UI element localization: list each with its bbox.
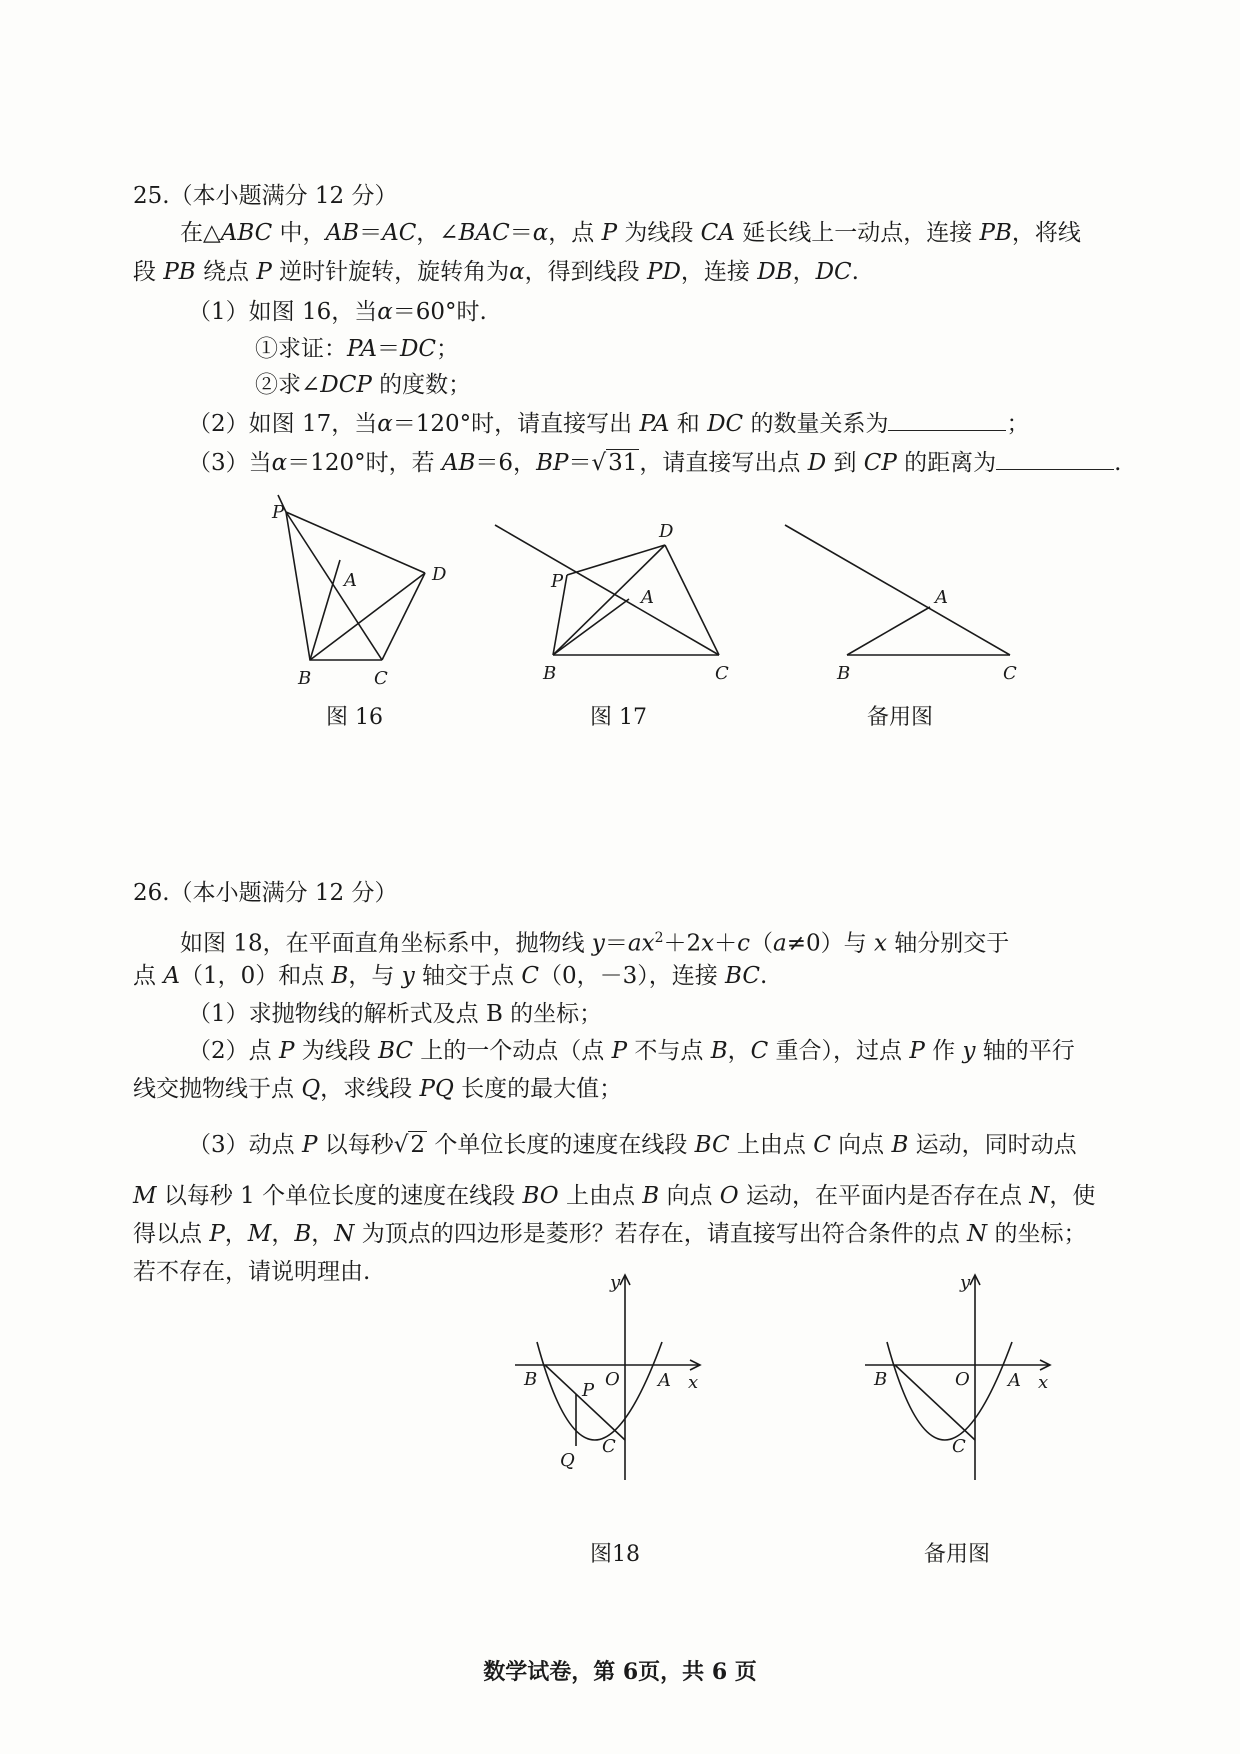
fig16-line-pd	[286, 512, 425, 573]
fig17-label-b: B	[543, 663, 557, 684]
fig16-line-ba	[310, 560, 340, 660]
q26-part3: （3）动点 P 以每秒√2 个单位长度的速度在线段 BC 上由点 C 向点 B 运动，同时动点	[188, 1129, 1077, 1161]
q26-header: 26.（本小题满分 12 分）	[133, 880, 398, 906]
q25-part1: （1）如图 16，当α＝60°时.	[188, 299, 487, 325]
fig18-label-q: Q	[560, 1450, 575, 1471]
answer-blank-part2[interactable]	[888, 406, 1006, 431]
fig16-label-c: C	[374, 668, 388, 689]
figure-25-spare	[785, 515, 1025, 715]
figure-17	[495, 515, 735, 715]
fig17-line-extension	[495, 525, 719, 655]
fig18-label-c: C	[602, 1436, 616, 1457]
fig16-label-d: D	[432, 564, 447, 585]
fig18-caption: 图18	[590, 1542, 640, 1567]
sqrt-31: √31	[591, 450, 638, 476]
fig17-label-d: D	[659, 521, 674, 542]
fig16-caption: 图 16	[326, 705, 383, 730]
q26-part1: （1）求抛物线的解析式及点 B 的坐标；	[188, 1001, 603, 1027]
q25-stem-line1: 在△ABC 中，AB＝AC，∠BAC＝α，点 P 为线段 CA 延长线上一动点，连接 PB，将线	[180, 220, 1081, 246]
spare25-line-extension	[785, 525, 1010, 655]
fig18-label-p: P	[582, 1380, 595, 1401]
figure-16	[270, 490, 470, 690]
fig18-label-y: y	[610, 1272, 621, 1293]
spare25-label-a: A	[935, 587, 948, 608]
fig17-label-a: A	[641, 587, 654, 608]
q25-stem-line2: 段 PB 绕点 P 逆时针旋转，旋转角为α，得到线段 PD，连接 DB，DC.	[133, 259, 859, 285]
spare25-label-c: C	[1003, 663, 1017, 684]
spare25-label-b: B	[837, 663, 851, 684]
fig18-label-a: A	[658, 1370, 671, 1391]
fig16-label-a: A	[344, 570, 357, 591]
q26-stem-line2: 点 A（1，0）和点 B，与 y 轴交于点 C（0，－3），连接 BC.	[133, 963, 768, 989]
fig17-line-ba	[553, 599, 629, 655]
fig16-line-bd	[310, 573, 425, 660]
fig16-line-cd	[382, 573, 425, 660]
q25-part2: （2）如图 17，当α＝120°时，请直接写出 PA 和 DC 的数量关系为 ；	[188, 406, 1029, 440]
figure-26-spare	[860, 1270, 1080, 1520]
spare26-label-b: B	[874, 1369, 888, 1390]
q25-header: 25.（本小题满分 12 分）	[133, 183, 398, 209]
q25-part1-i: ①求证：PA＝DC；	[255, 336, 460, 362]
spare26-caption: 备用图	[924, 1542, 991, 1567]
sqrt-2: √2	[393, 1132, 426, 1158]
q26-stem-line1: 如图 18，在平面直角坐标系中，抛物线 $y=ax^2+2x+c(a\ne 0)$与 x 轴分别交于	[180, 930, 1010, 957]
fig16-line-pc	[286, 512, 382, 660]
page-footer: 数学试卷，第 6页，共 6 页	[483, 1659, 757, 1685]
spare26-label-o: O	[955, 1369, 970, 1390]
q25-part3: （3）当α＝120°时，若 AB＝6，BP＝√31，请直接写出点 D 到 CP 的距离为 .	[188, 445, 1121, 479]
q26-part3-line3: 得以点 P，M，B，N 为顶点的四边形是菱形？若存在，请直接写出符合条件的点 N 的坐标；	[133, 1221, 1087, 1247]
spare26-label-x: x	[1038, 1372, 1049, 1393]
fig17-label-c: C	[715, 663, 729, 684]
q26-part3-line2: M 以每秒 1 个单位长度的速度在线段 BO 上由点 B 向点 O 运动，在平面内是否存在点 N，使	[133, 1183, 1096, 1209]
spare26-parabola	[887, 1342, 1012, 1440]
spare25-line-ba	[847, 607, 930, 655]
answer-blank-part3[interactable]	[996, 445, 1114, 470]
spare26-label-a: A	[1008, 1370, 1021, 1391]
fig16-label-b: B	[298, 668, 312, 689]
q25-part1-ii: ②求∠DCP 的度数；	[255, 372, 472, 398]
q26-part2: （2）点 P 为线段 BC 上的一个动点（点 P 不与点 B，C 重合），过点 P 作 y 轴的平行	[188, 1038, 1075, 1064]
q26-part2-line2: 线交抛物线于点 Q，求线段 PQ 长度的最大值；	[133, 1076, 623, 1102]
fig17-caption: 图 17	[590, 705, 647, 730]
fig18-label-x: x	[688, 1372, 699, 1393]
q26-part3-line4: 若不存在，请说明理由.	[133, 1259, 371, 1285]
spare26-label-y: y	[960, 1272, 971, 1293]
fig18-parabola	[537, 1342, 662, 1440]
spare25-caption: 备用图	[867, 705, 934, 730]
fig18-label-o: O	[605, 1369, 620, 1390]
fig16-label-p: P	[272, 502, 285, 523]
figure-18	[510, 1270, 730, 1520]
fig17-label-p: P	[551, 571, 564, 592]
fig18-label-b: B	[524, 1369, 538, 1390]
spare26-label-c: C	[952, 1436, 966, 1457]
